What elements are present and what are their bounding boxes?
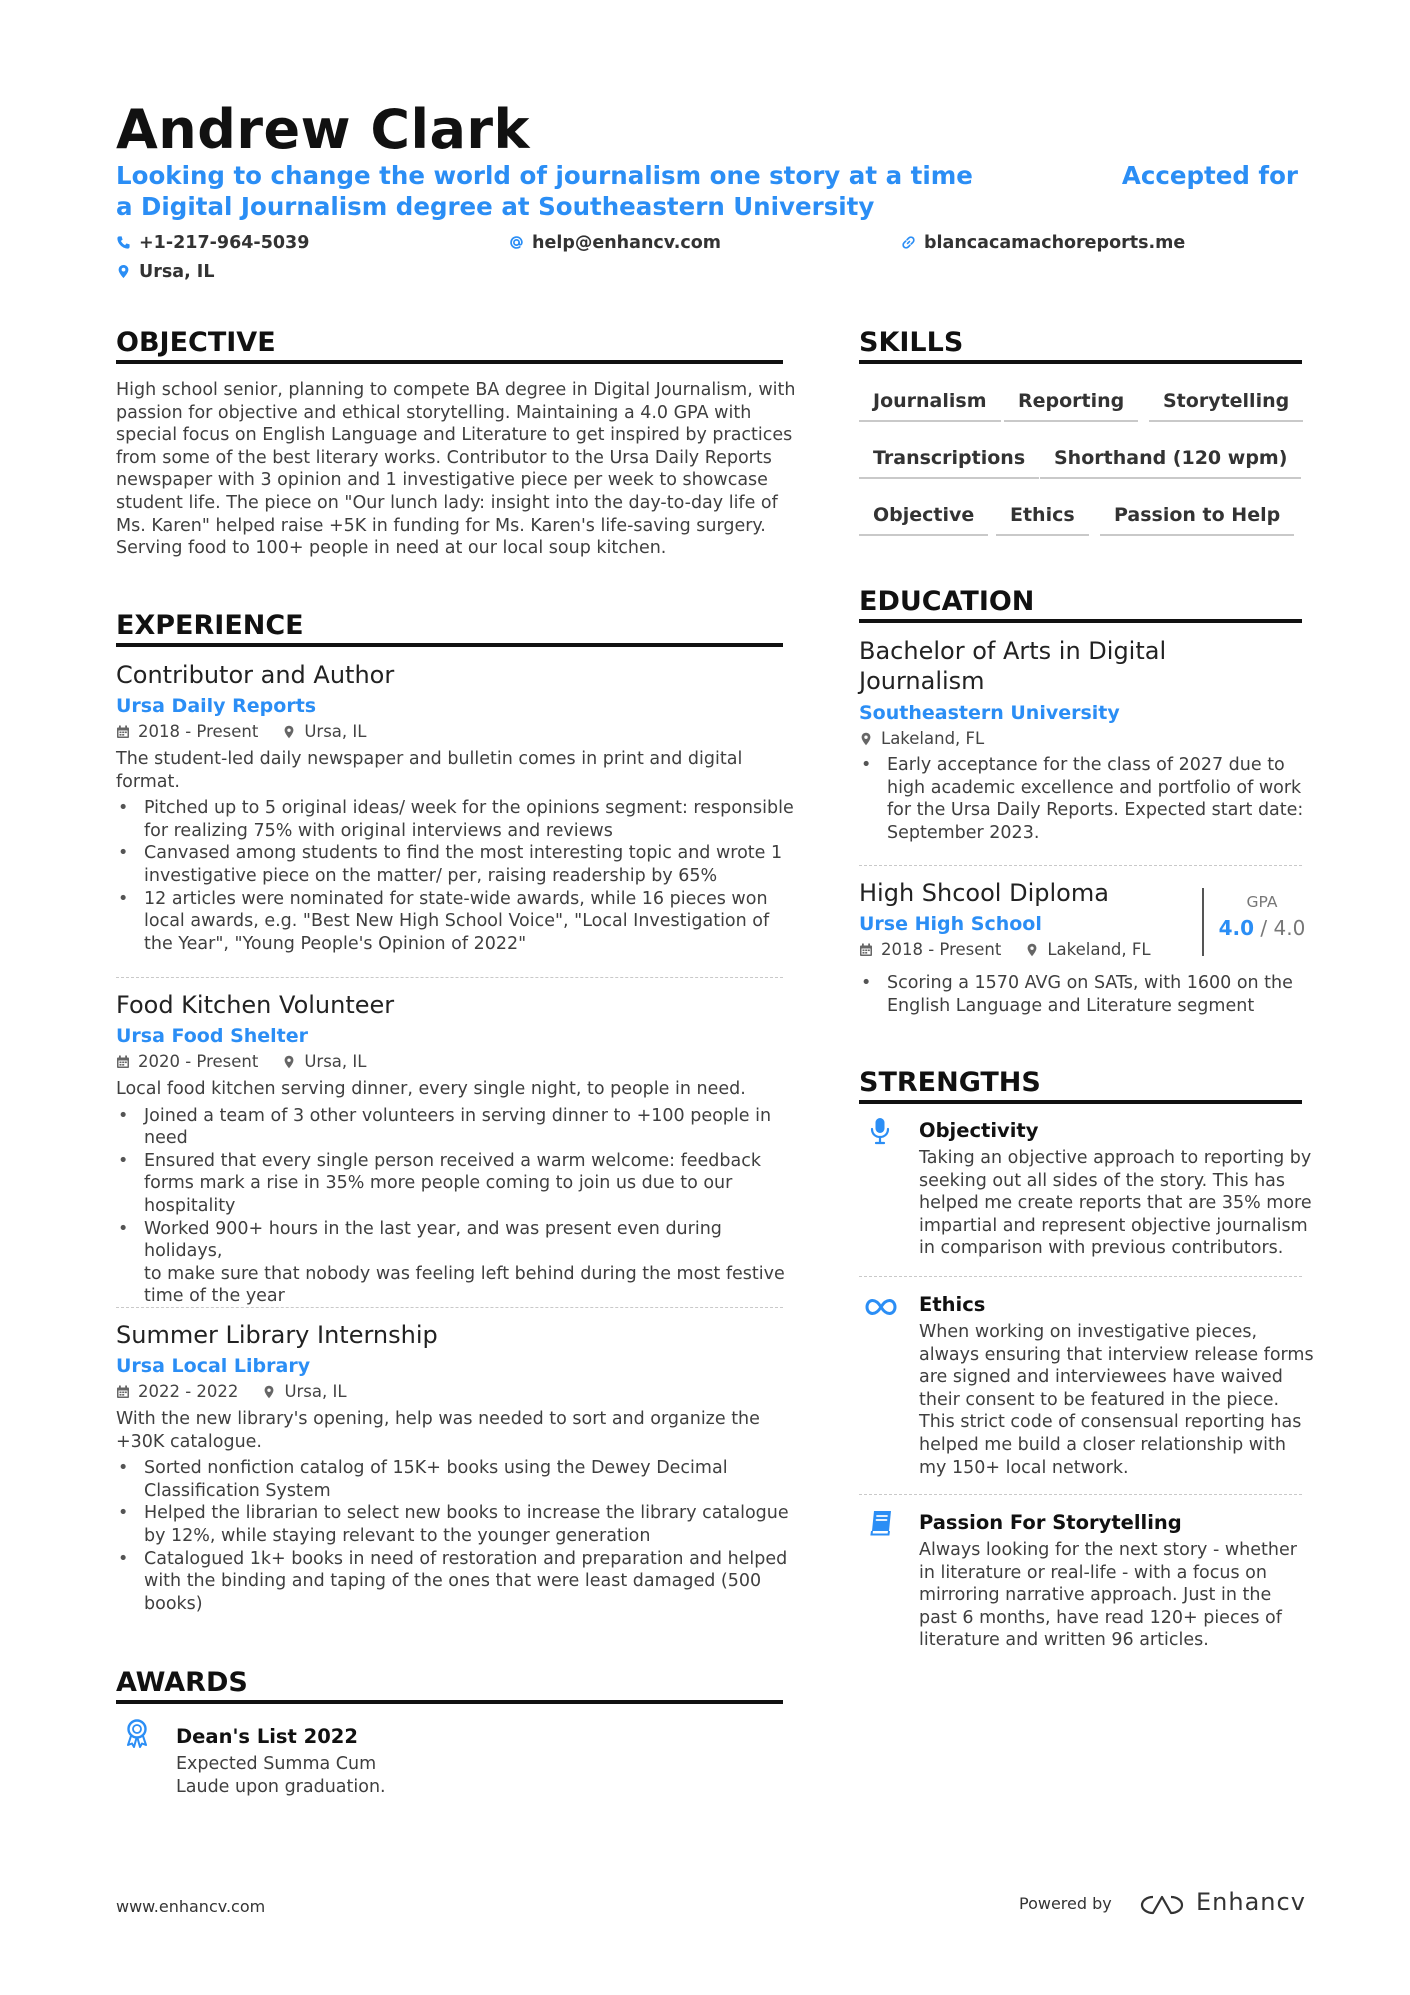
degree-title: High Shcool Diploma xyxy=(859,879,1109,907)
education-rule xyxy=(859,619,1302,623)
book-icon xyxy=(868,1509,894,1537)
strength-title: Ethics xyxy=(919,1293,986,1316)
candidate-name: Andrew Clark xyxy=(116,98,530,161)
award-line: Expected Summa Cum xyxy=(176,1754,377,1774)
degree-title xyxy=(859,636,1309,696)
job-meta xyxy=(116,721,796,743)
experience-item xyxy=(116,1320,796,1615)
calendar-icon xyxy=(859,943,873,957)
strength-line: my 150+ local network. xyxy=(919,1457,1129,1478)
bullet-item: • Ensured that every single person received a warm welcome: feedback forms mark a rise in 35% more people coming to join us due to our hospitality xyxy=(116,1150,796,1218)
gpa-score: 4.0 xyxy=(1218,916,1255,940)
strengths-rule xyxy=(859,1100,1302,1104)
bullet-item: • Pitched up to 5 original ideas/ week for the opinions segment: responsible for realizing 75% with original interviews and reviews xyxy=(116,797,796,842)
location-pin-icon xyxy=(116,264,131,279)
bullet-item: • Worked 900+ hours in the last year, and was present even during holidays, to make sure that nobody was feeling left behind during the most festive time of the year xyxy=(116,1218,796,1308)
education-meta xyxy=(859,728,1309,750)
infinity-icon xyxy=(865,1298,897,1316)
microphone-icon xyxy=(869,1117,891,1145)
location-pin-icon xyxy=(262,1385,276,1399)
job-dates: 2018 - Present xyxy=(138,722,259,741)
footer-website[interactable]: www.enhancv.com xyxy=(116,1897,266,1916)
email-text: help@enhancv.com xyxy=(532,233,722,253)
gpa-divider xyxy=(1202,888,1204,956)
skills-rule xyxy=(859,360,1302,364)
skill-tag: Reporting xyxy=(1004,383,1138,422)
powered-by-label: Powered by xyxy=(1019,1894,1112,1913)
school-location: Lakeland, FL xyxy=(1047,940,1151,959)
enhancv-brand[interactable]: Enhancv xyxy=(1196,1888,1306,1916)
divider xyxy=(859,1494,1302,1495)
strength-title: Passion For Storytelling xyxy=(919,1511,1182,1534)
strength-line: helped me create reports that are 35% more xyxy=(919,1193,1312,1214)
location-pin-icon xyxy=(282,725,296,739)
strength-line: literature and written 96 articles. xyxy=(919,1630,1209,1651)
gpa-value: 4.0 / 4.0 xyxy=(1218,916,1306,940)
strength-description xyxy=(919,1539,1314,1652)
bullet-item: • Joined a team of 3 other volunteers in serving dinner to +100 people in need xyxy=(116,1105,796,1150)
skill-tag: Transcriptions xyxy=(859,440,1039,479)
bullet-item: • Sorted nonfiction catalog of 15K+ books using the Dewey Decimal Classification System xyxy=(116,1457,796,1502)
experience-item xyxy=(116,660,796,955)
job-dates: 2020 - Present xyxy=(138,1052,259,1071)
bullet-item: • Scoring a 1570 AVG on SATs, with 1600 on the English Language and Literature segment xyxy=(859,972,1309,1017)
education-heading: EDUCATION xyxy=(859,586,1035,617)
strength-line: are signed and interviewees have waived xyxy=(919,1367,1283,1388)
gpa-max: 4.0 xyxy=(1273,916,1306,940)
strength-line: their consent to be featured in the piece. xyxy=(919,1389,1280,1410)
strength-line: mirroring narrative approach. Just in the xyxy=(919,1585,1272,1606)
education-bullets xyxy=(859,972,1309,1017)
calendar-icon xyxy=(116,1385,130,1399)
bullet-item: • Early acceptance for the class of 2027 due to high academic excellence and portfolio of work for the Ursa Daily Reports. Expected start date: September 2023. xyxy=(859,754,1309,844)
strength-line: in literature or real-life - with a focus on xyxy=(919,1562,1267,1583)
award-item xyxy=(176,1724,476,1798)
skill-tag: Shorthand (120 wpm) xyxy=(1040,440,1301,479)
calendar-icon xyxy=(116,725,130,739)
job-location: Ursa, IL xyxy=(304,722,367,741)
skills-heading: SKILLS xyxy=(859,327,964,358)
bullet-item: • Canvased among students to find the most interesting topic and wrote 1 investigative piece on the matter/ per, raising readership by 65% xyxy=(116,842,796,887)
objective-line: Ms. Karen" helped raise +5K in funding for Ms. Karen's life-saving surgery. xyxy=(116,515,766,536)
degree-line: Journalism xyxy=(859,667,985,695)
awards-heading: AWARDS xyxy=(116,1667,248,1698)
strength-line: impartial and represent objective journalism xyxy=(919,1215,1308,1236)
skill-tag: Storytelling xyxy=(1149,383,1303,422)
education-bullets xyxy=(859,754,1309,844)
bullet-item: • Catalogued 1k+ books in need of restoration and preparation and helped with the binding and taping of the ones that were least damaged (500 books) xyxy=(116,1548,796,1616)
strength-line: past 6 months, have read 120+ pieces of xyxy=(919,1607,1282,1628)
education-item xyxy=(859,636,1309,844)
experience-item xyxy=(116,990,796,1308)
enhancv-logo-icon xyxy=(1139,1892,1185,1918)
job-bullets xyxy=(116,1457,796,1615)
objective-line: Serving food to 100+ people in need at our local soup kitchen. xyxy=(116,538,667,559)
strength-line: When working on investigative pieces, xyxy=(919,1322,1258,1342)
tagline-line-1: Looking to change the world of journalism one story at a time xyxy=(116,161,973,190)
skill-tag: Ethics xyxy=(996,497,1089,536)
objective-rule xyxy=(116,360,783,364)
description-line: format. xyxy=(116,771,180,792)
objective-line: passion for objective and ethical storytelling. Maintaining a 4.0 GPA with xyxy=(116,402,752,423)
school-name[interactable]: Urse High School xyxy=(859,913,1042,935)
education-item xyxy=(859,878,1199,961)
strength-item xyxy=(919,1118,1314,1260)
job-meta xyxy=(116,1051,796,1073)
objective-line: student life. The piece on "Our lunch lady: insight into the day-to-day life of xyxy=(116,492,778,513)
contact-location xyxy=(116,260,214,284)
strength-description xyxy=(919,1321,1314,1479)
education-dates: 2018 - Present xyxy=(881,940,1002,959)
award-description xyxy=(176,1753,476,1798)
objective-line: High school senior, planning to compete BA degree in Digital Journalism, with xyxy=(116,380,796,400)
bullet-item: • Helped the librarian to select new books to increase the library catalogue by 12%, while staying relevant to the younger generation xyxy=(116,1502,796,1547)
school-name[interactable]: Southeastern University xyxy=(859,702,1120,724)
strength-line: in comparison with previous contributors. xyxy=(919,1238,1284,1259)
award-line: Laude upon graduation. xyxy=(176,1776,386,1797)
job-location: Ursa, IL xyxy=(304,1052,367,1071)
education-bullets-wrap xyxy=(859,972,1309,1017)
strength-line: seeking out all sides of the story. This has xyxy=(919,1170,1286,1191)
education-meta xyxy=(859,939,1199,961)
strength-line: Always looking for the next story - whether xyxy=(919,1540,1297,1560)
job-title: Contributor and Author xyxy=(116,661,395,689)
contact-email[interactable] xyxy=(509,231,721,255)
tagline xyxy=(116,160,976,222)
description-line: The student-led daily newspaper and bulletin comes in print and digital xyxy=(116,749,743,769)
job-bullets xyxy=(116,1105,796,1308)
objective-text xyxy=(116,379,796,560)
strength-line: always ensuring that interview release forms xyxy=(919,1344,1314,1365)
objective-line: special focus on English Language and Literature to get inspired by practices xyxy=(116,425,793,446)
objective-line: from some of the best literary works. Contributor to the Ursa Daily Reports xyxy=(116,447,772,468)
description-line: With the new library's opening, help was needed to sort and organize the xyxy=(116,1409,760,1429)
experience-rule xyxy=(116,643,783,647)
objective-line: newspaper with 3 opinion and 1 investigative piece per week to showcase xyxy=(116,470,768,491)
company-name[interactable]: Ursa Food Shelter xyxy=(116,1025,309,1047)
location-pin-icon xyxy=(859,732,873,746)
phone-text: +1-217-964-5039 xyxy=(139,233,310,253)
job-title: Summer Library Internship xyxy=(116,1321,438,1349)
job-dates: 2022 - 2022 xyxy=(138,1382,239,1401)
strength-item xyxy=(919,1292,1314,1479)
strength-title: Objectivity xyxy=(919,1119,1039,1142)
description-line: Local food kitchen serving dinner, every single night, to people in need. xyxy=(116,1079,746,1099)
strength-description xyxy=(919,1147,1314,1260)
job-description xyxy=(116,1078,796,1101)
location-text: Ursa, IL xyxy=(139,262,215,282)
strengths-heading: STRENGTHS xyxy=(859,1067,1041,1098)
strength-item xyxy=(919,1510,1314,1652)
job-description xyxy=(116,1408,796,1453)
contact-website[interactable] xyxy=(901,231,1185,255)
divider xyxy=(859,1276,1302,1277)
tagline-line-2: a Digital Journalism degree at Southeastern University xyxy=(116,192,875,221)
contact-phone[interactable] xyxy=(116,231,309,255)
location-pin-icon xyxy=(282,1055,296,1069)
strength-line: Taking an objective approach to reporting by xyxy=(919,1148,1312,1168)
job-title: Food Kitchen Volunteer xyxy=(116,991,395,1019)
location-pin-icon xyxy=(1025,943,1039,957)
website-text: blancacamachoreports.me xyxy=(924,233,1186,253)
divider xyxy=(859,865,1302,866)
strength-line: helped me build a closer relationship with xyxy=(919,1434,1286,1455)
objective-heading: OBJECTIVE xyxy=(116,327,276,358)
at-icon xyxy=(509,235,524,250)
phone-icon xyxy=(116,235,131,250)
job-description xyxy=(116,748,796,793)
link-icon xyxy=(901,235,916,250)
experience-heading: EXPERIENCE xyxy=(116,610,304,641)
calendar-icon xyxy=(116,1055,130,1069)
degree-line: Bachelor of Arts in Digital xyxy=(859,637,1167,665)
gpa-box xyxy=(1214,893,1310,940)
gpa-label: GPA xyxy=(1246,893,1278,911)
awards-rule xyxy=(116,1700,783,1704)
skill-tag: Journalism xyxy=(859,383,1001,422)
award-medal-icon xyxy=(124,1718,150,1748)
bullet-item: • 12 articles were nominated for state-wide awards, while 16 pieces won local awards, e.g. "Best New High School Voice", "Local Investigation of the Year", "Young People's Opinion of 2022" xyxy=(116,888,796,956)
company-name[interactable]: Ursa Local Library xyxy=(116,1355,311,1377)
job-meta xyxy=(116,1381,796,1403)
job-location: Ursa, IL xyxy=(284,1382,347,1401)
company-name[interactable]: Ursa Daily Reports xyxy=(116,695,317,717)
divider xyxy=(116,977,783,978)
divider xyxy=(116,1307,783,1308)
accepted-for: Accepted for xyxy=(1121,161,1298,190)
strength-line: This strict code of consensual reporting has xyxy=(919,1412,1302,1433)
skill-tag: Passion to Help xyxy=(1100,497,1294,536)
school-location: Lakeland, FL xyxy=(881,729,985,748)
award-title: Dean's List 2022 xyxy=(176,1725,358,1748)
job-bullets xyxy=(116,797,796,955)
description-line: +30K catalogue. xyxy=(116,1431,262,1452)
skill-tag: Objective xyxy=(859,497,988,536)
